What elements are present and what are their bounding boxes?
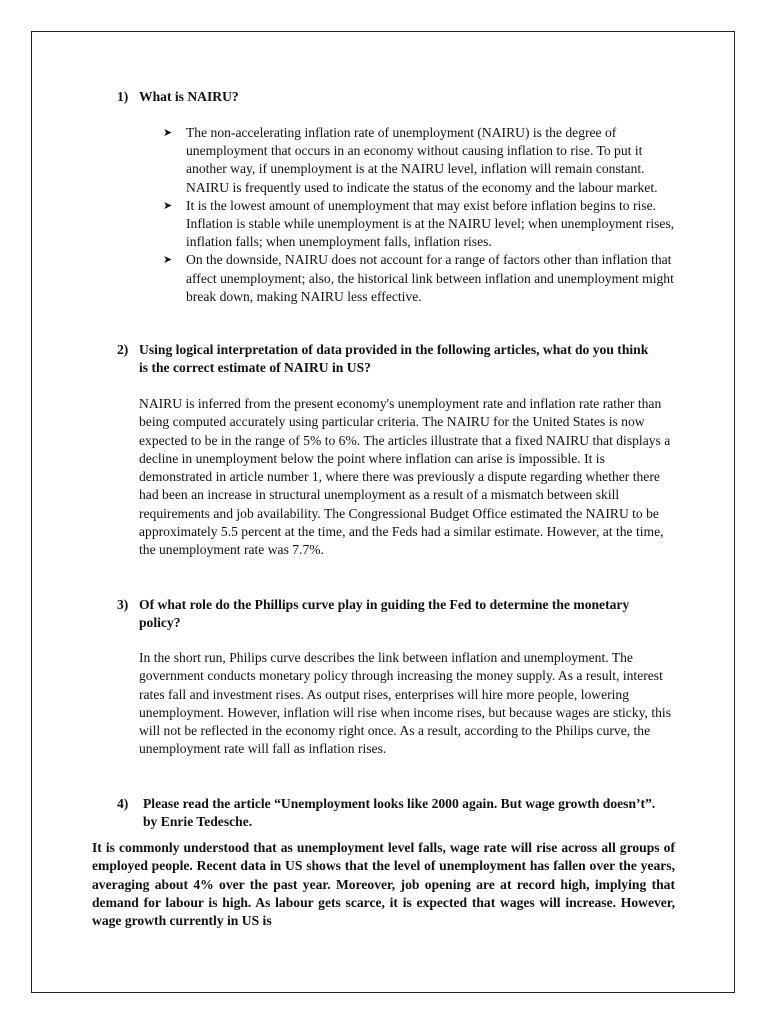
bullet-text: On the downside, NAIRU does not account for a range of factors other than inflation that affect unemployment; also, the historical link between inflation and unemployment might break down, making NAIRU less effective.: [186, 252, 674, 304]
arrow-bullet-icon: ➤: [163, 127, 173, 139]
question-3-text: Of what role do the Phillips curve play in guiding the Fed to determine the monetary policy?: [139, 597, 630, 631]
bullet-text: It is the lowest amount of unemployment that may exist before inflation begins to rise. Inflation is stable while unemployment is at the NAIRU level; when unemployment rises, inflation falls; when unemployment falls, inflation rises.: [186, 197, 675, 250]
question-4-number: 4): [117, 796, 129, 811]
question-1-text: What is NAIRU?: [139, 89, 239, 104]
answer-2-paragraph: NAIRU is inferred from the present economy's unemployment rate and inflation rate rather than being computed accurately using particular criteria. The NAIRU for the United States is now expected to be in the range of 5% to 6%. The articles illustrate that a fixed NAIRU that displays a decline in unemployment below the point where inflation can arise is impossible. It is demonstrated in article number 1, where there was previously a dispute regarding whether there had been an increase in structural unemployment as a result of a mismatch between skill requirements and job availability. The Congressional Budget Office estimated the NAIRU to be approximately 5.5 percent at the time, and the Feds had a similar estimate. However, at the time, the unemployment rate was 7.7%.: [139, 396, 671, 558]
arrow-bullet-icon: ➤: [163, 254, 173, 267]
answer-4-paragraph: It is commonly understood that as unemployment level falls, wage rate will rise across all groups of employed people. Recent data in US shows that the level of unemployment has fallen over the years, averaging about 4% over the past year. Moreover, job opening are at record high, implying that demand for labour is high. As labour gets scarce, it is expected that wages will increase. However, wage growth currently in US is: [92, 840, 675, 929]
answer-3-paragraph: In the short run, Philips curve describes the link between inflation and unemployment. The government conducts monetary policy through increasing the money supply. As a result, interest rates fall and investment rises. As output rises, enterprises will hire more people, lowering unemployment. However, inflation will rise when income rises, but because wages are sticky, this will not be reflected in the economy right once. As a result, according to the Philips curve, the unemployment rate will fall as inflation rises.: [139, 650, 671, 757]
arrow-bullet-icon: ➤: [163, 199, 173, 212]
question-4-text: Please read the article “Unemployment looks like 2000 again. But wage growth doesn’t”. by Enrie Tedesche.: [143, 796, 656, 830]
bullet-item: [163, 251, 683, 306]
question-1-bullet-list: [163, 124, 683, 306]
bullet-item: [163, 124, 683, 197]
question-2-text: Using logical interpretation of data provided in the following articles, what do you think is the correct estimate of NAIRU in US?: [139, 342, 649, 376]
question-3-number: 3): [117, 597, 129, 612]
bullet-text: The non-accelerating inflation rate of unemployment (NAIRU) is the degree of unemployment that occurs in an economy without causing inflation to rise. To put it another way, if unemployment is at the NAIRU level, inflation will remain constant. NAIRU is frequently used to indicate the status of the economy and the labour market.: [186, 125, 658, 195]
question-2-number: 2): [117, 342, 129, 357]
bullet-item: [163, 197, 683, 252]
question-1-number: 1): [117, 89, 129, 104]
